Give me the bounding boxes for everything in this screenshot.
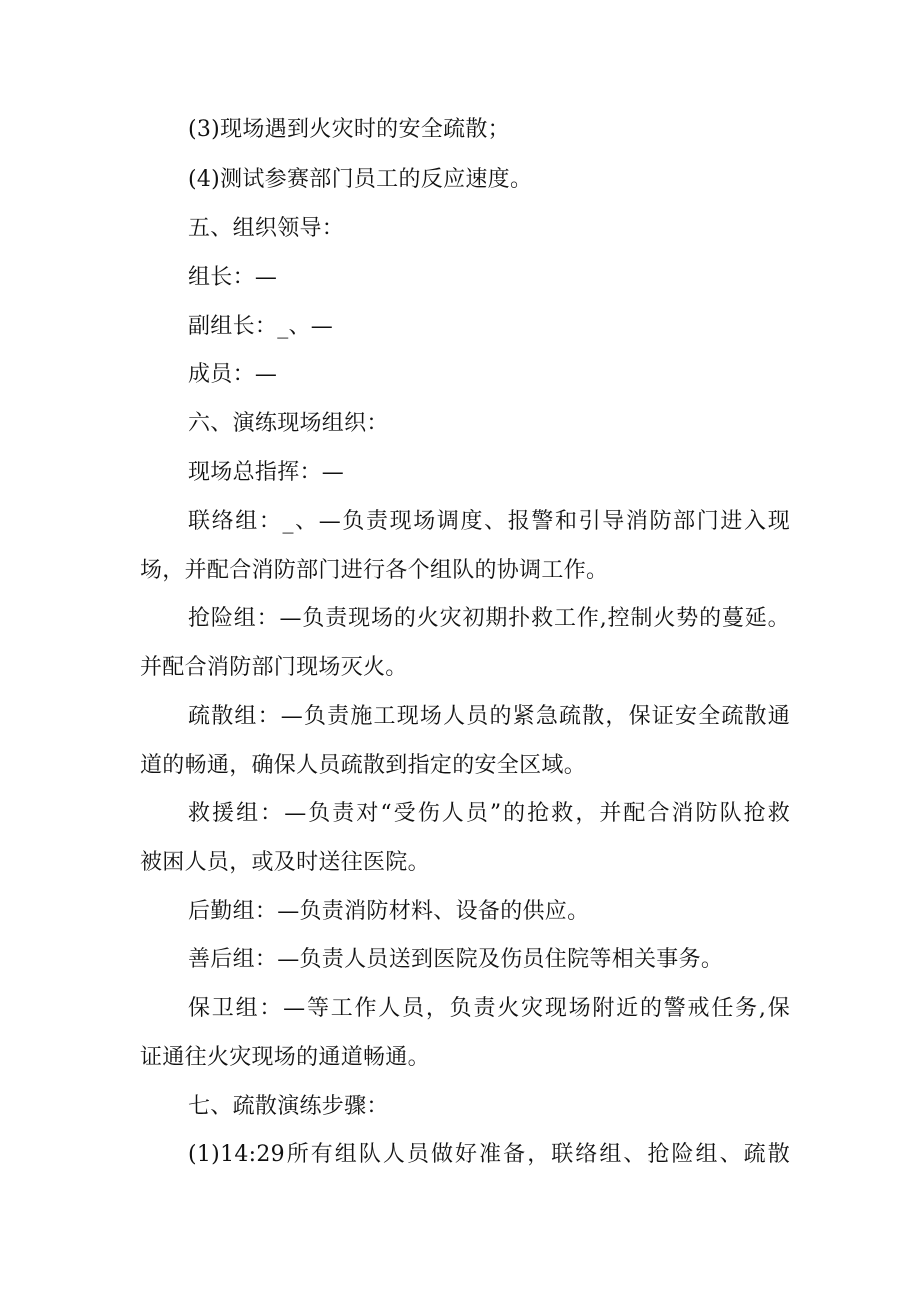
aftermath-group-line: 善后组：—负责人员送到医院及伤员住院等相关事务。 <box>188 947 724 972</box>
rescue-team-line-1: 抢险组：—负责现场的火灾初期扑救工作,控制火势的蔓延。 <box>188 606 790 631</box>
medical-rescue-group-line-2: 被困人员，或及时送往医院。 <box>140 850 430 875</box>
paragraph-evacuation-safety: (3)现场遇到火灾时的安全疏散； <box>188 117 510 142</box>
liaison-group-line-1: 联络组：_、—负责现场调度、报警和引导消防部门进入现 <box>188 509 790 534</box>
evacuation-group-line-2: 道的畅通，确保人员疏散到指定的安全区域。 <box>140 753 587 778</box>
heading-organization-leadership: 五、组织领导： <box>188 216 345 241</box>
security-group-line-1: 保卫组：—等工作人员，负责火灾现场附近的警戒任务,保 <box>188 996 790 1021</box>
deputy-leader-line: 副组长：_、— <box>188 314 334 339</box>
heading-drill-site-organization: 六、演练现场组织： <box>188 411 389 436</box>
rescue-team-line-2: 并配合消防部门现场灭火。 <box>140 655 408 680</box>
paragraph-response-speed: (4)测试参赛部门员工的反应速度。 <box>188 167 533 192</box>
liaison-group-line-2: 场，并配合消防部门进行各个组队的协调工作。 <box>140 558 609 583</box>
evacuation-group-line-1: 疏散组：—负责施工现场人员的紧急疏散，保证安全疏散通 <box>188 704 790 729</box>
leader-line: 组长：— <box>188 265 278 290</box>
drill-step-1-line: (1)14:29所有组队人员做好准备，联络组、抢险组、疏散 <box>188 1142 790 1167</box>
heading-evacuation-drill-steps: 七、疏散演练步骤： <box>188 1094 389 1119</box>
site-commander-line: 现场总指挥：— <box>188 460 345 485</box>
medical-rescue-group-line-1: 救援组：—负责对“受伤人员”的抢救，并配合消防队抢救 <box>188 801 790 826</box>
members-line: 成员：— <box>188 362 278 387</box>
security-group-line-2: 证通往火灾现场的通道畅通。 <box>140 1045 430 1070</box>
logistics-group-line: 后勤组：—负责消防材料、设备的供应。 <box>188 899 590 924</box>
